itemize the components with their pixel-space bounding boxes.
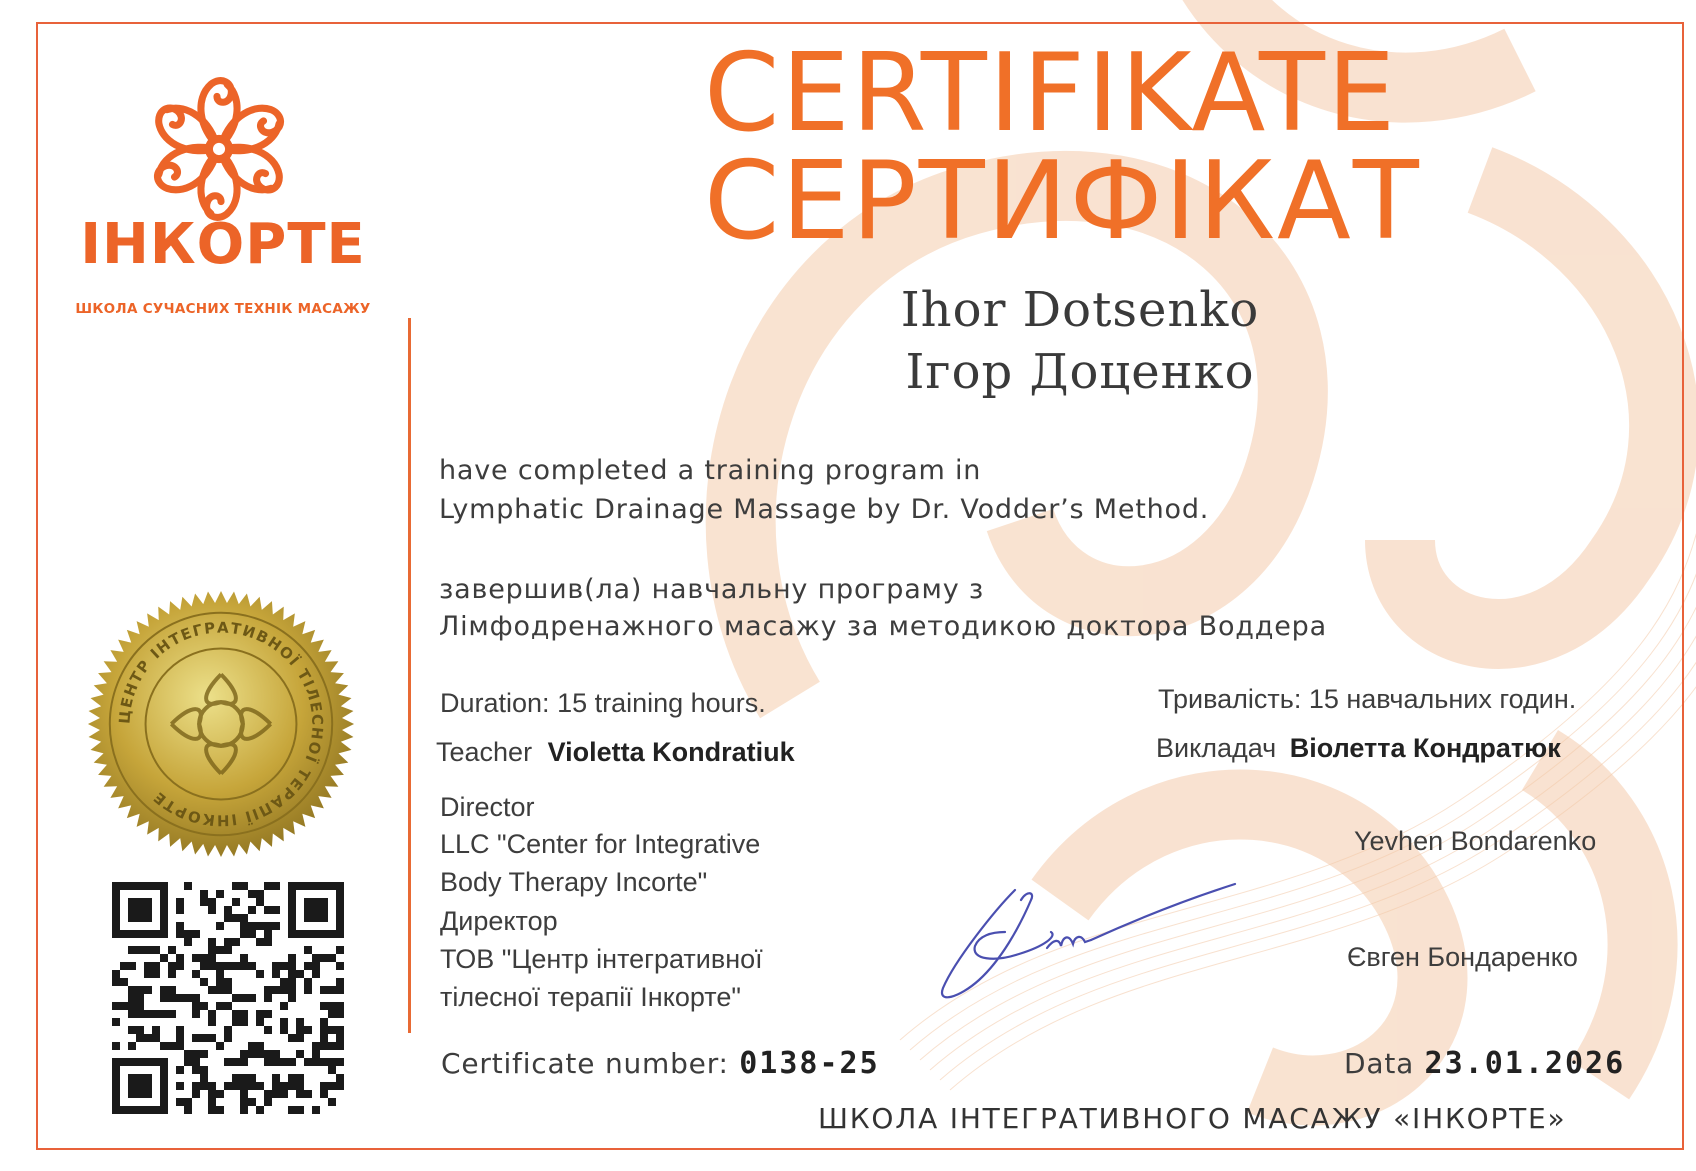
teacher-en	[436, 737, 795, 768]
brand-tagline: ШКОЛА СУЧАСНИХ ТЕХНІК МАСАЖУ	[75, 301, 371, 317]
seal-text: ЦЕНТР ІНТЕГРАТИВНОЇ ТІЛЕСНОЇ ТЕРАПІЇ ІНКОРТЕ	[115, 618, 327, 830]
certificate-number	[441, 1046, 880, 1081]
teacher-en-name: Violetta Kondratiuk	[547, 737, 795, 767]
director-signature	[935, 870, 1245, 1010]
duration-uk-label: Тривалість:	[1158, 684, 1302, 714]
duration-en-value: 15 training hours.	[557, 688, 766, 718]
certificate-date-value: 23.01.2026	[1424, 1046, 1626, 1081]
recipient-name-uk: Ігор Доценко	[905, 344, 1255, 400]
certificate-number-value: 0138-25	[739, 1046, 880, 1081]
director-uk-line3: тілесної терапії Інкорте"	[440, 982, 741, 1012]
director-en-line2: LLC "Center for Integrative	[440, 829, 761, 859]
brand-name: ІНКОРТЕ	[80, 212, 366, 277]
teacher-uk-label: Викладач	[1156, 733, 1277, 763]
director-name-uk: Євген Бондаренко	[1347, 942, 1578, 972]
completion-uk-line2: Лімфодренажного масажу за методикою доктора Воддера	[439, 611, 1327, 642]
certificate-date	[1344, 1046, 1625, 1081]
gold-seal-icon	[82, 585, 360, 863]
director-en-line3: Body Therapy Incorte"	[440, 867, 708, 897]
title-uk: СЕРТИФІКАТ	[704, 139, 1421, 264]
duration-en-label: Duration:	[440, 688, 550, 718]
teacher-uk	[1156, 733, 1561, 764]
recipient-name-en: Ihor Dotsenko	[900, 282, 1260, 338]
certificate-date-label: Data	[1344, 1047, 1415, 1080]
qr-code-icon	[112, 882, 344, 1114]
director-uk-line2: ТОВ "Центр інтегративної	[440, 944, 763, 974]
director-name-en: Yevhen Bondarenko	[1354, 826, 1597, 856]
vertical-divider	[408, 318, 411, 1033]
completion-en-line1: have completed a training program in	[439, 455, 982, 486]
duration-uk-value: 15 навчальних годин.	[1308, 684, 1577, 714]
director-en-line1: Director	[440, 792, 535, 822]
footer-school-name: ШКОЛА ІНТЕГРАТИВНОГО МАСАЖУ «ІНКОРТЕ»	[818, 1102, 1567, 1135]
director-uk-line1: Директор	[440, 906, 558, 936]
title-en: CERTIFIKATE	[704, 31, 1398, 156]
duration-en	[440, 688, 766, 719]
completion-uk-line1: завершив(ла) навчальну програму з	[439, 574, 985, 605]
teacher-uk-name: Віолетта Кондратюк	[1289, 733, 1561, 763]
teacher-en-label: Teacher	[436, 737, 533, 767]
duration-uk	[1158, 684, 1576, 715]
completion-en-line2: Lymphatic Drainage Massage by Dr. Vodder’s Method.	[439, 494, 1210, 525]
certificate-number-label: Certificate number:	[441, 1047, 729, 1080]
